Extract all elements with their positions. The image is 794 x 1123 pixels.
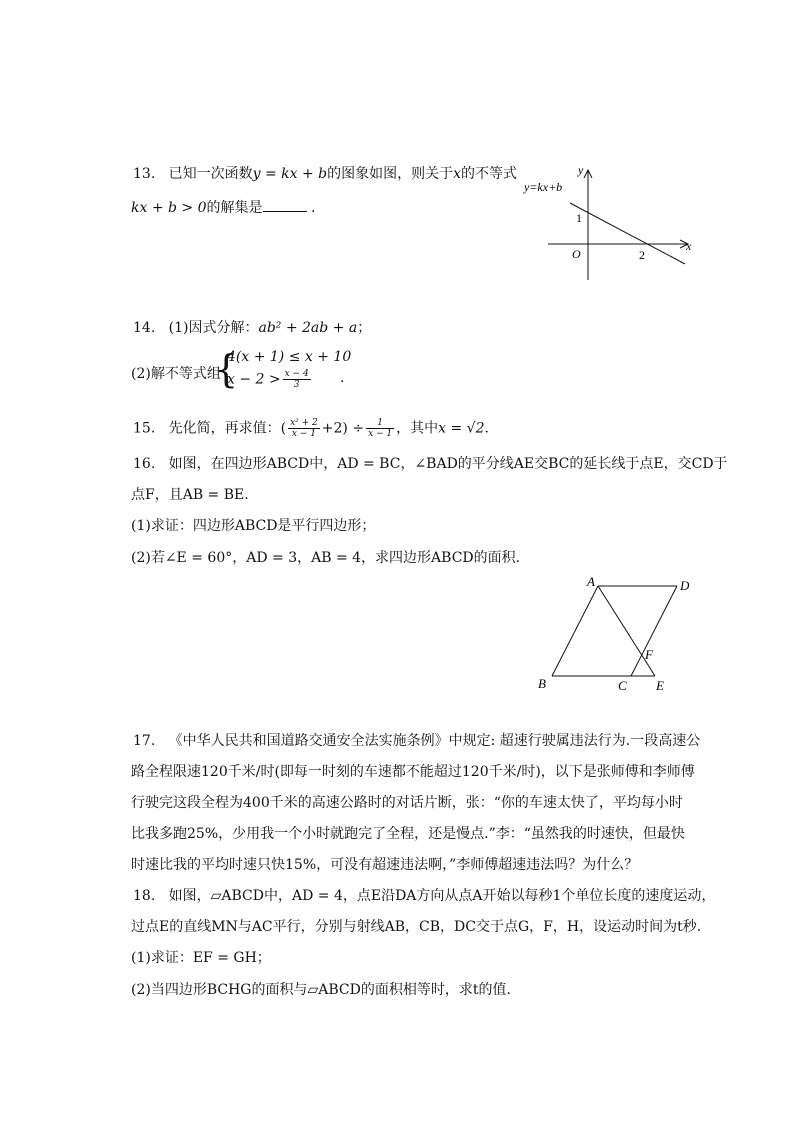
q14-number: 14. bbox=[133, 320, 156, 336]
label-x: x bbox=[686, 239, 692, 253]
q15-text-b: ，其中 bbox=[396, 420, 439, 437]
q18-line1 bbox=[133, 886, 715, 906]
q16-part2: (2)若∠E = 60°，AD = 3，AB = 4，求四边形ABCD的面积. bbox=[131, 550, 521, 566]
q15-number: 15. bbox=[133, 420, 156, 437]
segment-AB bbox=[552, 586, 598, 676]
fraction-numerator: 1 bbox=[366, 418, 394, 429]
q15-value: x = √2 bbox=[438, 420, 485, 437]
q14-fraction bbox=[283, 369, 311, 390]
q14-end: . bbox=[340, 370, 345, 386]
label-x-intercept: 2 bbox=[639, 248, 645, 262]
q15-fraction-1 bbox=[288, 418, 320, 439]
q15-fraction-2 bbox=[366, 418, 394, 439]
q14-ineq2-left: x − 2 > bbox=[227, 371, 281, 388]
q13-end: . bbox=[310, 200, 316, 216]
q14-inequality-1: 4(x + 1) ≤ x + 10 bbox=[227, 349, 352, 365]
q16-figure bbox=[530, 570, 700, 696]
label-D: D bbox=[680, 578, 690, 593]
q17-line2: 路全程限速120千米/时(即每一时刻的车速都不能超过120千米/时)，以下是张师傅和李师傅 bbox=[131, 764, 695, 780]
q14-part1 bbox=[133, 318, 371, 338]
q18-part2: (2)当四边形BCHG的面积与▱ABCD的面积相等时，求t的值. bbox=[131, 982, 511, 998]
label-C: C bbox=[618, 678, 627, 693]
q15-mid: +2) ÷ bbox=[321, 420, 365, 437]
q13-text: 已知一次函数 bbox=[168, 166, 253, 182]
q13-line2 bbox=[131, 197, 315, 218]
q13-var: x bbox=[453, 166, 462, 182]
label-y: y bbox=[578, 163, 584, 177]
q13-line1 bbox=[133, 164, 517, 184]
q17-line3: 行驶完这段全程为400千米的高速公路时的对话片断，张：“你的车速太快了，平均每小时 bbox=[131, 795, 683, 811]
q13-number: 13. bbox=[133, 166, 156, 182]
label-line: y=kx+b bbox=[524, 180, 563, 194]
q13-text-d: 的解集是 bbox=[206, 200, 263, 216]
q15-text: 先化简，再求值：( bbox=[168, 420, 287, 437]
fraction-denominator: x − 1 bbox=[291, 429, 316, 439]
function-line bbox=[570, 203, 685, 264]
q17-line5: 时速比我的平均时速只快15%，可没有超速违法啊，”李师傅超速违法吗？为什么？ bbox=[131, 857, 639, 873]
q14-inequality-2 bbox=[227, 369, 313, 390]
q14-part1-end: ； bbox=[357, 320, 372, 336]
q16-number: 16. bbox=[133, 456, 156, 472]
fraction-numerator: x² + 2 bbox=[290, 418, 318, 428]
q16-line1 bbox=[133, 454, 728, 474]
answer-blank[interactable] bbox=[263, 197, 307, 212]
q17-line1 bbox=[133, 731, 700, 751]
label-B: B bbox=[538, 676, 546, 691]
q13-graph bbox=[520, 158, 700, 284]
q18-part1: (1)求证：EF = GH； bbox=[131, 950, 271, 966]
q14-part2-prefix: (2)解不等式组 bbox=[131, 366, 221, 382]
fraction-numerator: x − 4 bbox=[284, 369, 309, 379]
q13-text-c: 的不等式 bbox=[461, 166, 518, 182]
q13-inequality: kx + b > 0 bbox=[131, 200, 207, 216]
fraction-denominator: x − 1 bbox=[368, 429, 393, 439]
label-E: E bbox=[656, 678, 664, 693]
q13-function: y = kx + b bbox=[252, 166, 328, 182]
segment-AE bbox=[598, 586, 655, 676]
q16-line2: 点F，且AB = BE. bbox=[131, 487, 249, 503]
q15-end: . bbox=[484, 420, 489, 437]
q17-line4: 比我多跑25%，少用我一个小时就跑完了全程，还是慢点.”李：“虽然我的时速快，但最快 bbox=[131, 826, 685, 842]
label-F: F bbox=[645, 647, 653, 662]
q18-number: 18. bbox=[133, 888, 156, 904]
q16-part1: (1)求证：四边形ABCD是平行四边形； bbox=[131, 518, 376, 534]
label-y-intercept: 1 bbox=[576, 211, 582, 225]
q17-text: 《中华人民共和国道路交通安全法实施条例》中规定: 超速行驶属违法行为.一段高速公 bbox=[168, 733, 701, 749]
q18-text: 如图，▱ABCD中，AD = 4，点E沿DA方向从点A开始以每秒1个单位长度的速度运动， bbox=[168, 888, 716, 904]
q14-part1-expr: ab² + 2ab + a bbox=[258, 320, 358, 336]
label-origin: O bbox=[572, 247, 581, 261]
q16-text: 如图，在四边形ABCD中，AD = BC，∠BAD的平分线AE交BC的延长线于点E，交CD于 bbox=[168, 456, 728, 472]
fraction-denominator: 3 bbox=[293, 380, 300, 390]
q13-text-b: 的图象如图，则关于 bbox=[327, 166, 454, 182]
segment-CD bbox=[631, 586, 677, 676]
q15-line bbox=[133, 418, 489, 439]
q17-number: 17. bbox=[133, 733, 156, 749]
label-A: A bbox=[587, 574, 595, 589]
q18-line2: 过点E的直线MN与AC平行，分别与射线AB，CB，DC交于点G，F，H，设运动时间为t秒. bbox=[131, 919, 702, 935]
q14-part1-prefix: (1)因式分解： bbox=[168, 320, 259, 336]
q14-brace: { bbox=[214, 347, 239, 391]
